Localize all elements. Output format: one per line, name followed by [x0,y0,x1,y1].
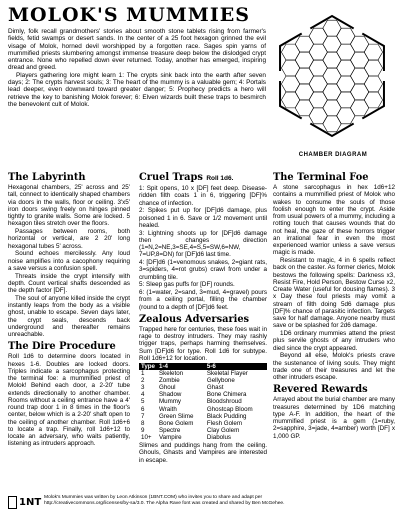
section-heading-adversaries: Zealous Adversaries [139,313,250,325]
adversary-table-row [139,370,267,377]
adversary-table-cell: 4 [141,391,145,399]
adversary-table-cell: Shadow [159,391,182,399]
chamber-diagram [269,4,395,154]
header-cell: Type [139,363,157,370]
terminal-paragraph: Beyond all else, Molok's priests crave the sustenance of living souls. They might trade one of their treasures and let the other intruders escape. [273,352,395,381]
adversary-table-row [139,420,267,427]
adversary-table-cell: Flesh Golem [206,419,242,427]
adversary-table-cell: Wraith [159,405,177,413]
column-3 [273,172,395,440]
traps-subhead: Roll 1d6. [206,175,234,182]
adversary-table-cell: 8 [141,419,145,427]
labyrinth-paragraph: Passages between rooms, both horizontal or vertical, are 2 20' long hexagonal tubes 5' across. [8,228,130,250]
adversary-table [139,363,267,441]
trap-item: 5: Sleep gas puffs for [DF] rounds. [139,281,235,289]
chamber-outline [280,16,384,136]
adversary-table-cell: Skeleton [159,370,184,378]
adversary-table-cell: Clay Golem [206,426,240,434]
column-2 [139,172,267,464]
header-cell: 1-4 [157,363,205,370]
logo-text: 1NT [19,497,42,508]
labyrinth-paragraph: Hexagonal chambers, 25' across and 25' tall, connect to identically shaped chambers via doors in the walls, floor or ceiling. 3'x5' iron doors swing freely on hinges pinned tightly to granite walls. Some are locked. 5 hexagon tiles stretch over the floors. [8,184,130,228]
footer-line: Molok's Mummies was written by Leon Atkinson (1BNT.COM) who invites you to share and adapt per [44,495,263,500]
terminal-paragraph: Resistant to magic, 4 in 6 spells reflect back on the caster. As former clerics, Molok bestows the following spells: Darkness x3, Resist Fire, Hold Person, Bestow Curse x2, Create Water (useful for dousing flames). 3 x Day these foul priests may vomit a stream of filth doing 5d6 damage plus [DF]% chance of parasitic infection. Targets save for half damage. Anyone nearby must save or be splashed for 2d6 damage. [273,257,395,330]
adversary-table-cell: Black Pudding [206,412,247,420]
section-heading-traps [139,172,267,184]
adversary-table-row [139,391,267,398]
adversary-table-row [139,377,267,384]
intro-paragraph: Players gathering lore might learn 1: The crypts sink back into the earth after seven days; 2: The crypts harvest souls; 3: The heart of the mummy is a valuable gem; 4: Portals lead deeper, even downward toward greater danger; 5: Prophecy predicts a hero will retrieve the key to banishing Molok forever; 6: Elven wizards built these traps to besmirch the benevolent cult of Molok. [8,71,266,108]
adversary-table-row [139,384,267,391]
footer-line: http://creativecommons.org/licenses/by-sa/3.0. The Alpha Rave font was created and shared by Ben McGehee. [44,501,285,506]
footer [8,494,396,514]
adversary-table-cell: Skeletal Flayer [206,370,248,378]
terminal-paragraph: 1D6 ordinary mummies attend the priest plus servile ghosts of any intruders who died since the crypt appeared. [273,330,395,352]
adversary-table-cell: Zombie [159,377,180,385]
adversary-table-row [139,427,267,434]
trap-item: 3: Lightning shoots up for [DF]d6 damage then changes direction (1=N,2=NE,3=SE,4=S,5=SW,6=NW, 7=UP,8=DN) for [DF]d6 last time. [139,229,267,259]
adversary-table-cell: 7 [141,412,145,420]
terminal-paragraph: A stone sarcophagus in hex 1d6+12 contains a mummified priest of Molok who wakes to consume the souls of those foolish enough to enter the crypt. Aside from usual powers of a mummy, including a rotting touch that causes wounds that do not heal, the gaze of these horrors trigger an irrational fear in even the most experienced warrior unless a save versus magic is made. [273,184,395,257]
section-heading-procedure: The Dire Procedure [8,341,116,353]
intro-paragraph: Dimly, folk recall grandmothers' stories about smooth stone tablets rising from farmer's fields, fetid swamps or desert sands. In the center of a 25 foot hexagon grinned the evil visage of Molok, horned devil worshipped by a forgotten race. Sages spin yarns of mummified priests slumbering amongst immense treasure deep below the dislodged crypt entrance. None who repelled down ever returned. Today, another has emerged, inspiring dread and greed. [8,28,266,72]
page-title: MOLOK'S MUMMIES [8,4,250,26]
hex-diagram-svg [269,4,395,154]
rewards-paragraph: Arrayed about the burial chamber are many treasures determined by 1D6 matching type A-F. In addition, the heart of the mummified priest is a gem (1=ruby, 2=sapphire, 3=jade, 4=amber) worth [DF] x 1,000 GP. [273,396,395,440]
adversary-table-row [139,398,267,405]
adversary-table-cell: Gellybone [206,377,235,385]
section-heading-labyrinth: The Labyrinth [8,172,86,183]
adversary-table-cell: Green Slime [159,412,194,420]
adversary-table-cell: 3 [141,384,145,392]
adversary-table-cell: Bone Chimera [206,391,247,399]
adversaries-outro: Slimes and puddings hang from the ceiling. Ghouls, Ghasts and Vampires are interested in escape. [139,442,267,464]
adversary-table-row [139,413,267,420]
labyrinth-paragraph: Threats inside the crypt intensify with depth. Count vertical shafts descended as the depth factor [DF]. [8,272,130,294]
chamber-diagram-caption: CHAMBER DIAGRAM [298,152,368,158]
labyrinth-paragraph: The soul of anyone killed inside the crypt instantly leaps from the body as a visible ghost, unable to escape. Seven days later, the crypt seals, descends back underground and thereafter remains unreachable. [8,294,130,338]
adversary-table-cell: 6 [141,405,145,413]
trap-item: 1: Spit opens, 10 x [DF] feet deep. Disease-ridden filth coats 1 in 6, triggering [DF]% chance of infection. [139,185,267,207]
adversary-table-cell: 5 [141,398,145,406]
traps-heading-text: Cruel Traps [139,172,203,183]
adversary-table-body [139,370,267,441]
logo-box-icon [8,496,17,509]
adversary-table-row [139,406,267,413]
procedure-paragraph: Roll 1d6 to determine doors located in hexes 1-6. Doubles are locked doors. Triples indicate a sarcophagus protecting the terminal foe: a mummified priest of Molok! Behind each door, a 2-20' tube extends directionally to another chamber. Rooms without a ceiling entrance have a 4' round trap door 1 in 8 times in the floor's center, below which is a 2-20' shaft open to the ceiling of another chamber. Roll 1d6+6 to locate a trap. Finally, roll 1d6+12 to locate an adversary, who waits patiently, listening as intruders approach. [8,353,130,448]
intro-text [8,28,266,108]
header-cell: 5-6 [205,363,267,370]
adversary-table-cell: Bone Golem [159,419,194,427]
adversary-table-cell: Ghast [206,384,224,392]
adversary-table-cell: 1 [141,370,145,378]
section-heading-rewards: Revered Rewards [273,384,368,396]
adversary-table-cell: 10+ [141,433,152,441]
adversary-table-cell: Ghoul [159,384,176,392]
trap-item: 2: Spikes put up for [DF]d6 damage, plus poisoned 1 in 6. Save or 1/2 movement until healed. [139,207,267,229]
adversary-table-cell: Bloodshroud [206,398,242,406]
publisher-logo [8,496,42,510]
adversary-table-row [139,434,267,441]
adversary-table-cell: Spectre [159,426,181,434]
section-heading-terminal: The Terminal Foe [273,172,369,183]
trap-item: 6: (1=water, 2=sand, 3=mud, 4=gravel) pours from a ceiling portal, filling the chamber (round to a depth of [DF]d6 feet. [139,289,267,311]
adversary-table-header [139,363,267,370]
adversary-table-cell: Ghostcap Bloom [206,405,253,413]
column-1 [8,172,130,448]
adversary-table-cell: Diabolus [206,433,231,441]
adversary-table-cell: Vampire [159,433,182,441]
labyrinth-paragraph: Sound echoes mercilessly. Any loud noise amplifies into a cacophony requiring a save versus a confusion spell. [8,250,130,272]
footer-credits [44,495,394,507]
adversary-table-cell: Mummy [159,398,181,406]
adversaries-intro: Trapped here for centuries, these foes wait in rage to destroy intruders. They may rashly trigger traps, perhaps harming themselves. Sum [DF]d6 for type. Roll 1d6 for subtype. Roll 1d6+12 for location. [139,325,267,362]
adversary-table-cell: 2 [141,377,145,385]
trap-item: 4: [DF]d6 (1=venomous snakes, 2=giant rats, 3=spiders, 4=rot grubs) crawl from under a crumbling tile. [139,259,267,281]
adversary-table-cell: 9 [141,426,145,434]
